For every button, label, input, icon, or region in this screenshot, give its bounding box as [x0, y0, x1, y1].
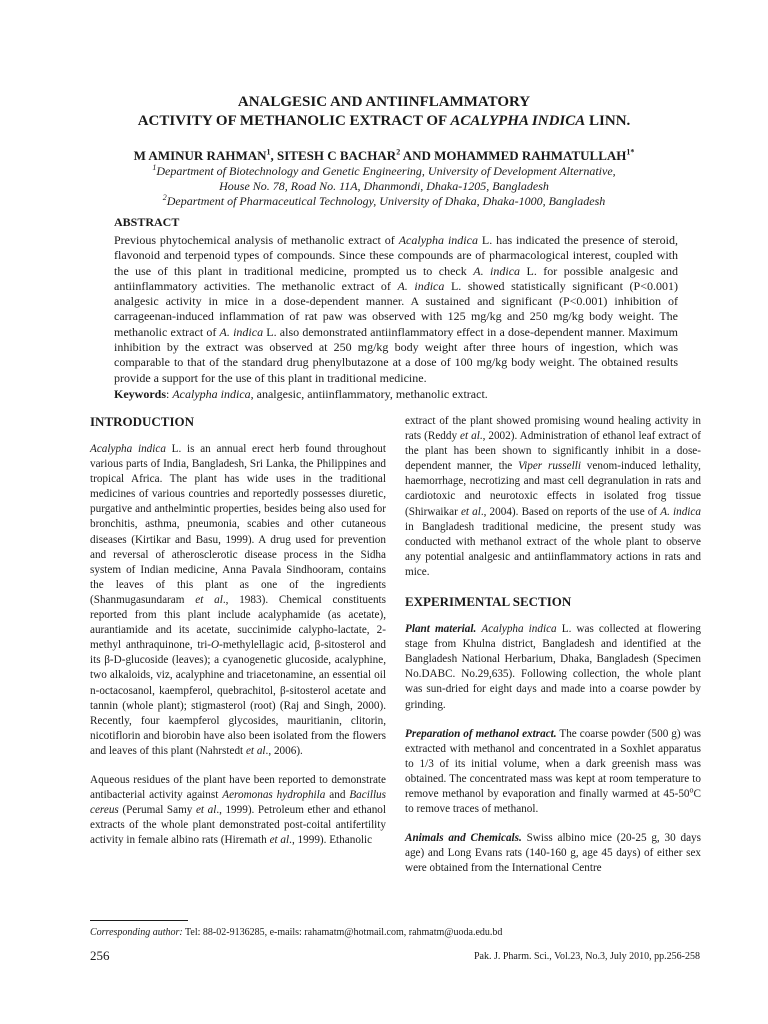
- abstract-body: [114, 233, 678, 386]
- intro-paragraph-2: [90, 773, 386, 848]
- subsection-heading: Preparation of methanol extract.: [405, 727, 557, 740]
- journal-reference: Pak. J. Pharm. Sci., Vol.23, No.3, July 2010, pp.256-258: [473, 951, 700, 962]
- subsection-heading: Animals and Chemicals.: [405, 832, 522, 845]
- paragraph-text: in Bangladesh traditional medicine, the present study was conducted with methanol extract of the whole plant to observe any potential analgesic and antiinflammatory actions in rats and mice.: [405, 520, 701, 578]
- et-al: et al: [195, 593, 223, 606]
- species-name: Acalypha indica: [481, 623, 557, 636]
- abstract-text: Previous phytochemical analysis of methanolic extract of: [114, 233, 399, 247]
- degree-sup: o: [689, 785, 694, 795]
- species-name: Bacillus cereus: [90, 789, 387, 817]
- intro-continuation: [405, 414, 701, 580]
- author-3: AND MOHAMMED RAHMATULLAH: [400, 148, 627, 163]
- affil-2-text: Department of Pharmaceutical Technology, University of Dhaka, Dhaka-1000, Bangladesh: [166, 194, 606, 208]
- left-column: [90, 414, 386, 862]
- paragraph-text: The coarse powder (500 g) was extracted with methanol and concentrated in a Soxhlet apparatus to 1/3 of its initial volume, when a dark greenish mass was obtained. The concentrated mass was kept at room temperature to remove methanol by evaporation and finally warmed at 45-50: [405, 727, 701, 800]
- title-line-2: [60, 112, 708, 131]
- keywords-rest: , analgesic, antiinflammatory, methanolic extract.: [250, 387, 488, 401]
- et-al: et al: [195, 804, 217, 817]
- paragraph-text: ., 2004). Based on reports of the use of: [480, 505, 661, 518]
- author-1: M AMINUR RAHMAN: [133, 148, 267, 163]
- title-line-1: ANALGESIC AND ANTIINFLAMMATORY: [237, 94, 531, 110]
- abstract-text: L. also demonstrated antiinflammatory effect in a dose-dependent manner. Maximum inhibition by the extract was observed at 250 mg/kg body weight after three hours of ingestion, which was comparable to that of the standard drug phenylbutazone at a dose of 100 mg/kg body weight. The obtained results provide a support for the use of this plant in traditional medicine.: [114, 324, 679, 385]
- corresponding-author-footnote: [90, 926, 710, 939]
- species-name: A. indica: [660, 505, 701, 518]
- et-al: et al: [460, 505, 481, 518]
- affiliations: [60, 164, 708, 209]
- abstract-text: L. for possible analgesic and antiinflammatory activities. The methanolic extract of: [114, 263, 679, 293]
- title-suffix: LINN.: [585, 113, 631, 129]
- extract-prep-paragraph: [405, 727, 701, 818]
- paragraph-text: L. is an annual erect herb found throughout various parts of India, Bangladesh, Sri Lanka, the Philippines and tropical Africa. The plant has wide uses in the traditional medicines of various countries and reportedly possesses diuretic, purgative and anthelmintic properties, besides being also used for bronchitis, asthma, pneumonia, scabies and other cutaneous diseases (Kirtikar and Basu, 1999). A drug used for prevention and reversal of atherosclerotic disease process in the Sidha system of Indian medicine, Anna Pavala Sindhooram, contains the leaves of this plant as one of the ingredients (Shanmugasundaram: [90, 443, 386, 606]
- affiliation-1-line-2: House No. 78, Road No. 11A, Dhanmondi, Dhaka-1205, Bangladesh: [219, 179, 549, 193]
- footnote-label: Corresponding author:: [90, 927, 183, 938]
- abstract-italic: Acalypha indica: [398, 233, 478, 247]
- author-3-affil-num: 1: [626, 147, 631, 157]
- et-al: et al: [269, 834, 290, 847]
- paragraph-text: Aqueous residues of the plant have been reported to demonstrate antibacterial activity against: [90, 773, 386, 802]
- abstract-italic: A. indica: [473, 263, 521, 278]
- paragraph-text: and: [325, 789, 350, 802]
- affiliation-2: [60, 194, 708, 209]
- author-2-affil: 2: [396, 147, 401, 157]
- paragraph-text: (Perumal Samy: [118, 804, 196, 817]
- abstract-heading: ABSTRACT: [114, 215, 180, 229]
- et-al: et al: [245, 744, 266, 757]
- abstract-text: L. showed statistically significant (P<0.001) analgesic activity in mice in a dose-dependent manner. A sustained and significant (P<0.001) inhibition of carrageenan-induced inflammation of rat paw was observed with 125 mg/kg and 250 mg/kg body weight. The methanolic extract of: [114, 278, 678, 339]
- subsection-heading: Plant material.: [405, 623, 477, 636]
- paragraph-text: ., 2002). Administration of ethanol leaf extract of the plant has been shown to significantly inhibit in a dose-dependent manner, the: [405, 430, 701, 473]
- author-2: , SITESH C BACHAR: [270, 148, 397, 163]
- footnote-text: Tel: 88-02-9136285, e-mails: rahamatm@hotmail.com, rahmatm@uoda.edu.bd: [182, 927, 503, 938]
- paragraph-text: ., 2006).: [265, 744, 303, 757]
- species-name: Viper russelli: [518, 460, 581, 473]
- title-species: ACALYPHA INDICA: [450, 113, 586, 129]
- species-name: Acalypha indica: [90, 443, 166, 455]
- author-line: [60, 147, 708, 164]
- paragraph-text: L. was collected at flowering stage from Khulna district, Bangladesh and identified at the Bangladesh National Herbarium, Dhaka, Bangladesh (Specimen No.DABC. No.29,635). Following collection, the whole plant was sun-dried for eight days and made into a coarse powder by grinding.: [405, 623, 701, 711]
- page-number: 256: [90, 948, 110, 963]
- right-column: [405, 414, 701, 890]
- paragraph-text: C to remove traces of methanol.: [405, 787, 701, 816]
- species-name: Aeromonas hydrophila: [222, 789, 326, 802]
- introduction-heading: INTRODUCTION: [90, 414, 195, 429]
- paragraph-text: Swiss albino mice (20-25 g, 30 days age) and Long Evans rats (140-160 g, age 45 days) of either sex were obtained from the International Centre: [405, 832, 701, 875]
- animals-paragraph: [405, 831, 701, 876]
- keywords: [114, 387, 678, 402]
- paragraph-text: ., 1999). Petroleum ether and ethanol extracts of the whole plant demonstrated post-coital antifertility activity in female albino rats (Hiremath: [90, 804, 387, 847]
- affil-1-text: Department of Biotechnology and Genetic Engineering, University of Development Alternative,: [156, 164, 616, 178]
- corresponding-mark: *: [630, 147, 635, 157]
- keywords-species: Acalypha indica: [172, 387, 251, 401]
- intro-paragraph-1: [90, 442, 386, 759]
- author-3-affil: [626, 148, 634, 157]
- paragraph-text: ., 1999). Ethanolic: [289, 834, 373, 847]
- paragraph-text: venom-induced lethality, haemorrhage, necrotizing and mast cell degranulation in rats and cardiotoxic and neurotoxic effects in isolated frog tissue (Shirwaikar: [405, 460, 701, 518]
- abstract-italic: A. indica: [397, 278, 445, 293]
- paragraph-text: ., 1983). Chemical constituents reported from this plant include acalyphamide (as acetate), aurantiamide and its acetate, succinimide calypho-lactate, 2-methyl anthraquinone, tri-: [90, 593, 387, 652]
- affiliation-1-line-1: [60, 164, 708, 179]
- experimental-heading: EXPERIMENTAL SECTION: [405, 594, 572, 610]
- affil-2-sup: 2: [162, 193, 167, 202]
- abstract-italic: A. indica: [219, 324, 264, 339]
- title-text: ACTIVITY OF METHANOLIC EXTRACT OF: [137, 113, 451, 129]
- affil-1-sup: 1: [152, 163, 157, 172]
- paragraph-text: extract of the plant showed promising wound healing activity in rats (Reddy: [405, 415, 701, 443]
- paper-title: [60, 93, 708, 131]
- et-al: et al: [460, 430, 480, 443]
- chemical-prefix: O: [211, 639, 220, 652]
- abstract-text: L. has indicated the presence of steroid, flavonoid and terpenoid types of compounds. Since these compounds are of pharmacological interest, coupled with the use of this plant in traditional medicine, prompted us to check: [114, 233, 679, 278]
- footnote-divider: [90, 920, 188, 921]
- keywords-label: Keywords: [114, 387, 166, 401]
- author-1-affil: 1: [266, 147, 271, 157]
- keywords-colon: :: [166, 387, 173, 401]
- paragraph-text: -methylellagic acid, β-sitosterol and its β-D-glucoside (leaves); a cyanogenetic glucoside, acalyphine, two alkaloids, viz, acalyphine and triacetonamine, an essential oil n-octacosanol, kaempferol, quebrachitol, β-sitosterol acetate and tannin (whole plant); stigmasterol (root) (Raj and Singh, 2000). Recently, four kaempferol glycosides, mauritianin, clitorin, nicotiflorin and biorobin have also been isolated from the flowers and leaves of this plant (Nahrstedt: [90, 639, 386, 757]
- plant-material-paragraph: [405, 622, 701, 713]
